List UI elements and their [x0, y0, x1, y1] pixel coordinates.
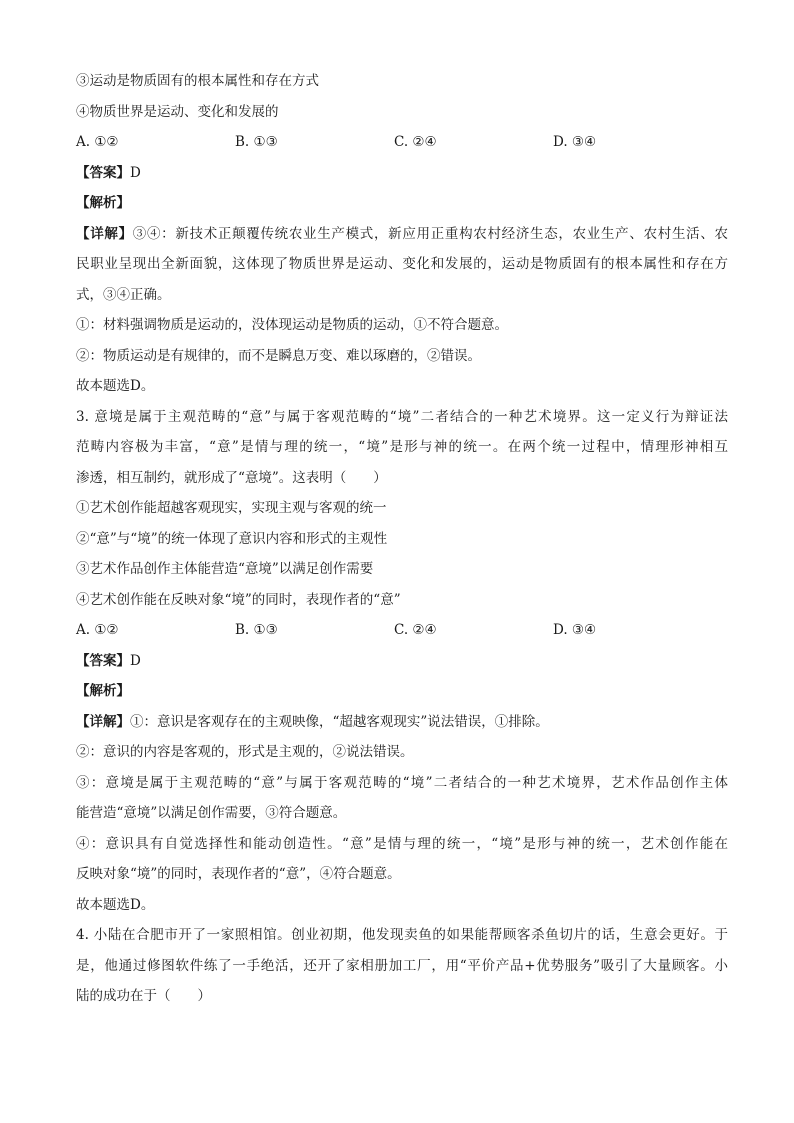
q3-statement-1: ①艺术创作能超越客观现实，实现主观与客观的统一: [76, 500, 387, 516]
q2-note-1: ①：材料强调物质是运动的，没体现运动是物质的运动，①不符合题意。: [76, 317, 508, 333]
q3-note-4-line-2: 反映对象“境”的同时，表现作者的“意”，④符合题意。: [76, 866, 401, 882]
q3-option-b: B. ①③: [235, 622, 278, 638]
q3-analysis: [76, 676, 728, 707]
q3-conclusion: 故本题选D。: [76, 896, 155, 913]
q2-options: [76, 127, 728, 158]
q2-option-d: D. ③④: [553, 134, 597, 150]
q2-note-2: ②：物质运动是有规律的，而不是瞬息万变、难以琢磨的，②错误。: [76, 347, 481, 364]
q2-analysis-tag: 【解析】: [76, 195, 130, 211]
q3-statement-4: ④艺术创作能在反映对象“境”的同时，表现作者的“意”: [76, 591, 401, 608]
q3-detail-text-1: ①：意识是客观存在的主观映像，“超越客观现实”说法错误，①排除。: [130, 713, 549, 730]
q3-note-4-line-1: ④：意识具有自觉选择性和能动创造性。“意”是情与理的统一，“境”是形与神的统一，艺术创作能在: [76, 835, 728, 852]
q3-statement-3: ③艺术作品创作主体能营造“意境”以满足创作需要: [76, 561, 374, 577]
q3-answer-value: D: [130, 652, 141, 669]
q2-detail-text-1: ③④：新技术正颠覆传统农业生产模式，新应用正重构农村经济生态，农业生产、农村生活、农: [132, 225, 729, 242]
q2-option-a: A. ①②: [76, 134, 119, 150]
q2-option-c: C. ②④: [394, 134, 437, 150]
q2-analysis: [76, 188, 728, 219]
q2-detail-line-3: 式，③④正确。: [76, 286, 171, 303]
q2-statement-3: ③运动是物质固有的根本属性和存在方式: [76, 73, 319, 89]
q3-analysis-tag: 【解析】: [76, 683, 130, 699]
q2-answer-tag: 【答案】: [76, 164, 130, 181]
q2-option-b: B. ①③: [235, 134, 278, 150]
q3-note-2: ②：意识的内容是客观的，形式是主观的，②说法错误。: [76, 744, 414, 760]
q3-answer: [76, 646, 728, 677]
q2-answer: [76, 158, 728, 189]
q4-stem-line-2: 是，他通过修图软件练了一手绝活，还开了家相册加工厂，用“平价产品+优势服务”吸引了大量顾客。小: [76, 957, 728, 974]
q2-statement-4: ④物质世界是运动、变化和发展的: [76, 103, 279, 120]
q3-note-3-line-1: ③：意境是属于主观范畴的“意”与属于客观范畴的“境”二者结合的一种艺术境界，艺术作品创作主体: [76, 774, 728, 791]
q2-conclusion: 故本题选D。: [76, 378, 155, 394]
q2-detail-tag: 【详解】: [76, 225, 133, 242]
q3-option-a: A. ①②: [76, 622, 119, 638]
q3-option-d: D. ③④: [553, 622, 597, 638]
q3-detail-line-1: [76, 707, 728, 738]
q3-note-3-line-2: 能营造“意境”以满足创作需要，③符合题意。: [76, 805, 347, 821]
q3-statement-2: ②“意”与“境”的统一体现了意识内容和形式的主观性: [76, 530, 388, 547]
q3-option-c: C. ②④: [394, 622, 437, 638]
q3-stem-line-2: 范畴内容极为丰富，“意”是情与理的统一，“境”是形与神的统一。在两个统一过程中，情理形神相互: [76, 439, 728, 455]
q3-answer-tag: 【答案】: [76, 652, 130, 669]
q4-stem-line-1: 4. 小陆在合肥市开了一家照相馆。创业初期，他发现卖鱼的如果能帮顾客杀鱼切片的话，生意会更好。于: [76, 927, 728, 943]
q2-detail-line-2: 民职业呈现出全新面貌，这体现了物质世界是运动、变化和发展的，运动是物质固有的根本属性和存在方: [76, 256, 728, 272]
q3-options: [76, 615, 728, 646]
q2-detail-line-1: [76, 219, 728, 250]
q3-detail-tag: 【详解】: [76, 713, 130, 730]
q3-stem-line-3: 渗透，相互制约，就形成了“意境”。这表明（ ）: [76, 469, 387, 486]
q2-answer-value: D: [130, 164, 141, 181]
q3-stem-line-1: 3. 意境是属于主观范畴的“意”与属于客观范畴的“境”二者结合的一种艺术境界。这一定义行为辩证法: [76, 408, 728, 425]
q4-stem-line-3: 陆的成功在于（ ）: [76, 988, 211, 1004]
